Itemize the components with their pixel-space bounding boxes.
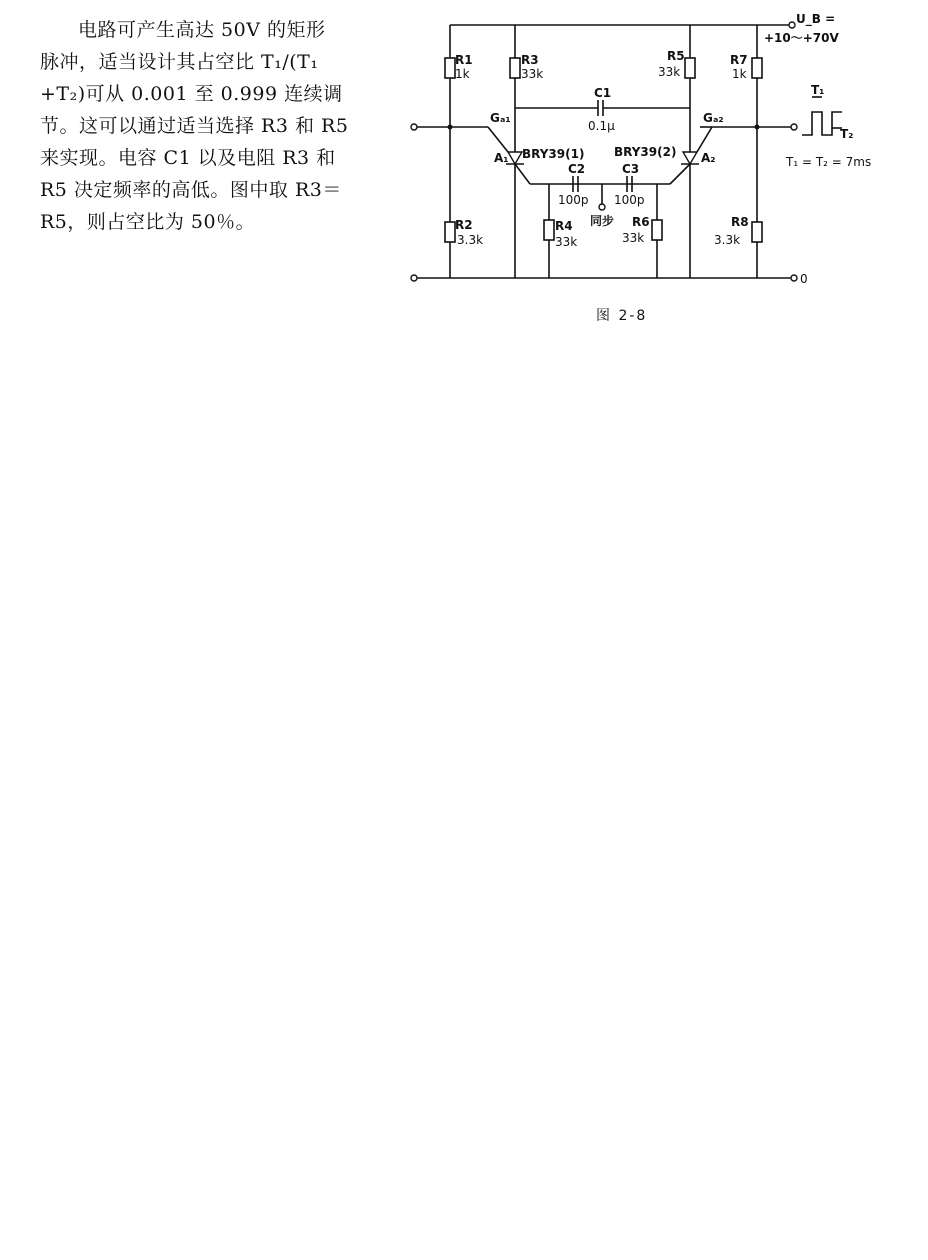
r4-label: R4 (555, 219, 573, 233)
paragraph-line: 电路可产生高达 50V 的矩形 (78, 19, 326, 41)
r1-label: R1 (455, 53, 473, 67)
device-2-part: BRY39(2) (614, 145, 677, 159)
r5-value: 33k (658, 65, 681, 79)
paragraph-line: 节。这可以通过适当选择 R3 和 R5 (40, 115, 349, 137)
anode-1-label: A₁ (494, 151, 509, 165)
pnpn-device-1 (508, 152, 522, 164)
r5-label: R5 (667, 49, 685, 63)
r7-label: R7 (730, 53, 748, 67)
sync-label: 同步 (590, 214, 615, 228)
t2-label: T₂ (840, 127, 854, 141)
junction-dot (755, 125, 760, 130)
paragraph-line: 脉冲，适当设计其占空比 T₁/(T₁ (40, 51, 319, 73)
ground-terminal-right (791, 275, 797, 281)
r7-value: 1k (732, 67, 747, 81)
supply-label: U_B = (796, 12, 836, 26)
r2-value: 3.3k (457, 233, 484, 247)
c2-value: 100p (558, 193, 589, 207)
circuit-diagram (400, 0, 900, 300)
paragraph-line: +T₂)可从 0.001 至 0.999 连续调 (40, 83, 343, 105)
resistor-r4 (544, 220, 554, 240)
paragraph-line: R5 决定频率的高低。图中取 R3＝ (40, 179, 342, 201)
supply-range: +10～+70V (764, 31, 839, 45)
gate-1-label: Gₐ₁ (490, 111, 511, 125)
r8-value: 3.3k (714, 233, 741, 247)
c2-label: C2 (568, 162, 586, 176)
resistor-r8 (752, 222, 762, 242)
resistor-r3 (510, 58, 520, 78)
r6-label: R6 (632, 215, 650, 229)
r4-value: 33k (555, 235, 578, 249)
ground-label: 0 (800, 272, 808, 286)
r1-value: 1k (455, 67, 470, 81)
gate-lead-1 (488, 127, 508, 152)
ground-terminal-left (411, 275, 417, 281)
resistor-r6 (652, 220, 662, 240)
c1-label: C1 (594, 86, 612, 100)
resistor-r1 (445, 58, 455, 78)
anode-2-label: A₂ (701, 151, 716, 165)
device-1-cathode-lead (515, 164, 530, 184)
r8-label: R8 (731, 215, 749, 229)
pnpn-device-2 (683, 152, 697, 164)
device-1-part: BRY39(1) (522, 147, 585, 161)
output-terminal (791, 124, 797, 130)
c3-value: 100p (614, 193, 645, 207)
r3-label: R3 (521, 53, 539, 67)
figure-caption: 图 2-8 (596, 308, 648, 324)
t1-label: T₁ (811, 83, 825, 97)
resistor-r5 (685, 58, 695, 78)
r3-value: 33k (521, 67, 544, 81)
pulse-waveform (802, 112, 842, 135)
c1-value: 0.1μ (588, 119, 615, 133)
sync-terminal[interactable] (599, 204, 605, 210)
paragraph-line: R5，则占空比为 50％。 (40, 211, 256, 233)
supply-terminal (789, 22, 795, 28)
c3-label: C3 (622, 162, 640, 176)
resistor-r2 (445, 222, 455, 242)
r6-value: 33k (622, 231, 645, 245)
description-paragraph (40, 14, 370, 238)
gate-lead-2-diag (697, 127, 712, 152)
junction-dot (448, 125, 453, 130)
device-2-cathode-lead (670, 164, 690, 184)
timing-note: T₁ = T₂ = 7ms (786, 155, 872, 169)
resistor-r7 (752, 58, 762, 78)
gate-2-label: Gₐ₂ (703, 111, 724, 125)
paragraph-line: 来实现。电容 C1 以及电阻 R3 和 (40, 147, 336, 169)
left-input-terminal (411, 124, 417, 130)
r2-label: R2 (455, 218, 473, 232)
